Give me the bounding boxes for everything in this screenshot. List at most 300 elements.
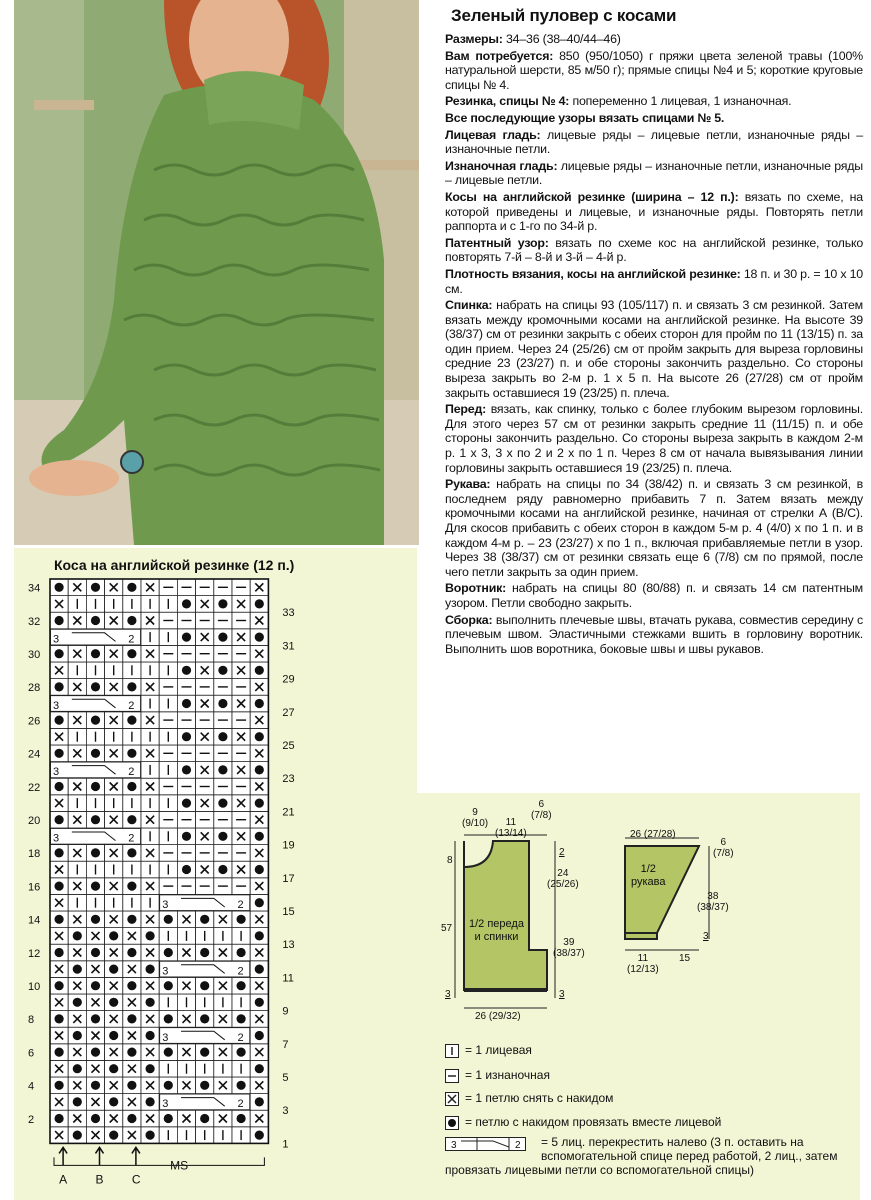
dim-sleeve-rib: 3 xyxy=(703,931,709,942)
row-number-right: 7 xyxy=(282,1038,289,1051)
row-number-right: 25 xyxy=(282,740,295,752)
instruction-text: выполнить плечевые швы, втачать рукава, совместив середину с плечевым швом. Эластичными стежками вшить в горловину воротник. Выполнить шов воротника, боковые швы и швы рукавов. xyxy=(445,612,863,656)
dot-symbol-icon xyxy=(182,765,191,774)
cable-count-label: 2 xyxy=(237,1031,244,1044)
instruction-text: вязать по схеме, на которой приведены и лицевые, и изнаночные ряды. Повторять петли раппорта и с 1-го по 34-й р. xyxy=(445,189,863,234)
dot-symbol-icon xyxy=(91,1114,100,1123)
dot-symbol-icon xyxy=(127,1048,136,1057)
row-number-left: 34 xyxy=(28,582,41,595)
legend-text: = 1 изнаночная xyxy=(465,1068,550,1082)
instruction-paragraph xyxy=(445,32,863,47)
dot-symbol-icon xyxy=(127,782,136,791)
dot-symbol-icon xyxy=(255,965,264,974)
dot-symbol-icon xyxy=(55,682,64,691)
dot-symbol-icon xyxy=(55,583,64,592)
svg-text:3: 3 xyxy=(451,1140,457,1151)
dot-symbol-icon xyxy=(164,915,173,924)
dot-symbol-icon xyxy=(146,1097,155,1106)
instruction-paragraph xyxy=(445,49,863,93)
dim-text: (7/8) xyxy=(531,810,552,821)
instruction-heading: Спинка: xyxy=(445,298,493,313)
dim-rib-right: 3 xyxy=(559,989,565,1000)
dot-symbol-icon xyxy=(91,616,100,625)
dim-rib-left: 3 xyxy=(445,989,451,1000)
dot-symbol-icon xyxy=(127,1081,136,1090)
dot-symbol-icon xyxy=(73,998,82,1007)
row-number-right: 19 xyxy=(282,839,295,852)
dot-symbol-icon xyxy=(255,898,264,907)
row-number-left: 14 xyxy=(28,914,41,927)
dot-symbol-icon xyxy=(146,1064,155,1073)
dot-symbol-icon xyxy=(255,865,264,874)
instruction-paragraph xyxy=(445,159,863,188)
row-number-left: 26 xyxy=(28,715,41,728)
dot-symbol-icon xyxy=(200,1048,209,1057)
dot-symbol-icon xyxy=(237,1048,246,1057)
instruction-paragraph xyxy=(445,267,863,296)
dot-symbol-icon xyxy=(55,1048,64,1057)
legend-cable xyxy=(445,1135,863,1177)
dot-symbol-icon xyxy=(182,599,191,608)
dot-symbol-icon xyxy=(200,1014,209,1023)
dot-symbol-icon xyxy=(255,633,264,642)
dot-symbol-icon xyxy=(55,649,64,658)
dot-symbol-icon xyxy=(218,832,227,841)
dot-symbol-icon xyxy=(73,931,82,940)
row-number-left: 32 xyxy=(28,615,41,628)
instruction-heading: Все последующие узоры вязать спицами № 5. xyxy=(445,110,725,125)
instruction-text: 18 п. и 30 р. = 10 x 10 см. xyxy=(445,266,863,296)
instruction-heading: Изнаночная гладь: xyxy=(445,158,558,173)
instruction-paragraph xyxy=(445,581,863,610)
instruction-paragraph xyxy=(445,128,863,157)
row-number-right: 9 xyxy=(282,1005,289,1018)
dot-symbol-icon xyxy=(255,699,264,708)
arrow-label: A xyxy=(59,1172,68,1187)
dot-symbol-icon xyxy=(237,915,246,924)
dot-symbol-icon xyxy=(91,716,100,725)
dot-symbol-icon xyxy=(255,732,264,741)
dot-symbol-icon xyxy=(218,765,227,774)
dot-symbol-icon xyxy=(255,799,264,808)
dot-symbol-icon xyxy=(127,616,136,625)
row-number-right: 31 xyxy=(282,640,295,653)
dot-symbol-icon xyxy=(127,815,136,824)
dot-symbol-icon xyxy=(55,616,64,625)
row-number-left: 24 xyxy=(28,748,41,761)
instruction-paragraph xyxy=(445,298,863,400)
sleeve-piece-label xyxy=(631,863,666,889)
instruction-heading: Сборка: xyxy=(445,612,493,627)
dot-symbol-icon xyxy=(109,998,118,1007)
row-number-right: 21 xyxy=(282,806,295,819)
dim-body-length: 57 xyxy=(441,923,453,934)
dim-sleeve-length xyxy=(697,891,729,913)
legend-text: = петлю с накидом провязать вместе лицевой xyxy=(465,1115,722,1129)
dot-symbol-icon xyxy=(164,948,173,957)
dot-symbol-icon xyxy=(55,848,64,857)
dot-symbol-icon xyxy=(127,1114,136,1123)
dot-symbol-icon xyxy=(127,716,136,725)
start-arrow-icon xyxy=(132,1147,140,1165)
piece-label-text: 1/2 xyxy=(640,863,656,875)
dim-right-small: 2 xyxy=(559,847,565,858)
arrow-label: B xyxy=(95,1172,104,1187)
dot-symbol-icon xyxy=(218,799,227,808)
dot-symbol-icon xyxy=(164,1114,173,1123)
dim-sleeve-top: 26 (27/28) xyxy=(630,829,676,840)
piece-label-text: 1/2 переда xyxy=(469,918,524,930)
instruction-heading: Перед: xyxy=(445,402,487,417)
dot-symbol-icon xyxy=(127,649,136,658)
cable-count-label: 3 xyxy=(53,633,60,646)
dim-sleeve-increase: 15 xyxy=(679,953,691,964)
row-number-right: 11 xyxy=(282,972,294,985)
dot-symbol-icon xyxy=(73,1131,82,1140)
dot-symbol-icon xyxy=(127,682,136,691)
sleeve-piece-shape xyxy=(625,846,699,933)
dot-symbol-icon xyxy=(127,749,136,758)
dot-symbol-icon xyxy=(182,699,191,708)
row-number-right: 13 xyxy=(282,939,295,952)
repeat-bracket xyxy=(54,1157,264,1165)
dim-text: (12/13) xyxy=(627,964,659,975)
dot-symbol-icon xyxy=(182,666,191,675)
instruction-heading: Патентный узор: xyxy=(445,235,549,250)
row-number-left: 12 xyxy=(28,947,41,960)
dot-symbol-icon xyxy=(200,915,209,924)
row-number-left: 22 xyxy=(28,781,41,794)
cable-cell xyxy=(160,895,250,911)
row-number-left: 4 xyxy=(28,1080,35,1093)
cable-cell xyxy=(51,762,141,778)
dot-symbol-icon xyxy=(127,981,136,990)
instruction-text: вязать, как спинку, только с более глубоким вырезом горловины. Для этого через 57 см от резинки закрыть средние 11 (11/15) п. и обе стороны закончить раздельно. Со стороны выреза закрыть в каждом 2-м р. 1 x 3, 3 x по 2 и 2 x по 1 п. Через 8 см от начала вывязывания линии горловины закрыть оставшиеся 19 (23/25) п. плеча. xyxy=(445,402,863,475)
dot-symbol-icon xyxy=(91,1081,100,1090)
cable-count-label: 2 xyxy=(128,699,135,712)
row-number-left: 2 xyxy=(28,1113,35,1126)
instruction-heading: Размеры: xyxy=(445,32,503,46)
cable-count-label: 2 xyxy=(128,633,135,646)
dot-symbol-icon xyxy=(55,1114,64,1123)
dim-side-length xyxy=(553,937,585,959)
cable-count-label: 3 xyxy=(162,965,169,978)
dot-symbol-icon xyxy=(237,1114,246,1123)
dot-symbol-icon xyxy=(91,882,100,891)
dot-symbol-icon xyxy=(91,915,100,924)
cable-cell xyxy=(160,961,250,977)
dot-symbol-icon xyxy=(55,749,64,758)
instruction-text: набрать на спицы 80 (80/88) п. и связать 14 см патентным узором. Петли свободно закрыть. xyxy=(445,581,863,610)
dim-text: 6 xyxy=(538,799,545,810)
instruction-paragraph xyxy=(445,94,863,109)
dot-symbol-icon xyxy=(218,699,227,708)
row-number-right: 27 xyxy=(282,706,295,719)
dim-text: 39 xyxy=(563,937,575,948)
legend-dot xyxy=(445,1115,721,1130)
cable-count-label: 2 xyxy=(237,965,244,978)
dot-symbol-icon xyxy=(127,848,136,857)
dot-symbol-icon xyxy=(182,732,191,741)
cable-count-label: 2 xyxy=(128,832,135,845)
dim-neck-drop: 8 xyxy=(447,855,453,866)
dot-symbol-icon xyxy=(164,1014,173,1023)
dot-symbol-icon xyxy=(55,948,64,957)
row-number-right: 3 xyxy=(282,1105,289,1118)
dot-symbol-icon xyxy=(127,915,136,924)
dot-symbol-icon xyxy=(73,1064,82,1073)
dim-text: (7/8) xyxy=(713,848,734,859)
dot-symbol-icon xyxy=(146,931,155,940)
dim-sleeve-cap xyxy=(713,837,734,859)
dot-symbol-icon xyxy=(91,1014,100,1023)
arrow-label: C xyxy=(131,1172,141,1187)
instruction-text: лицевые ряды – изнаночные петли, изнаночные ряды – лицевые петли. xyxy=(445,158,863,188)
instruction-text: попеременно 1 лицевая, 1 изнаночная. xyxy=(569,94,792,109)
dot-symbol-icon xyxy=(91,649,100,658)
dot-symbol-icon xyxy=(255,599,264,608)
purl-symbol-icon xyxy=(445,1069,459,1083)
row-number-right: 17 xyxy=(282,872,295,885)
cable-cell xyxy=(160,1094,250,1110)
cable-cell xyxy=(51,629,141,645)
cable-count-label: 3 xyxy=(53,832,60,845)
chart-title: Коса на английской резинке (12 п.) xyxy=(54,557,295,573)
row-number-left: 18 xyxy=(28,848,41,861)
instruction-heading: Плотность вязания, косы на английской резинке: xyxy=(445,266,741,281)
dot-symbol-icon xyxy=(109,1064,118,1073)
dot-symbol-icon xyxy=(255,765,264,774)
dot-symbol-icon xyxy=(255,1097,264,1106)
instruction-paragraph xyxy=(445,236,863,265)
dot-symbol-icon xyxy=(237,1014,246,1023)
row-number-right: 15 xyxy=(282,906,295,918)
instructions-column xyxy=(445,6,863,658)
dot-symbol-icon xyxy=(146,965,155,974)
dim-sleeve-bottom xyxy=(627,953,659,975)
dot-symbol-icon xyxy=(91,583,100,592)
dot-symbol-icon xyxy=(237,948,246,957)
dot-symbol-icon xyxy=(164,1081,173,1090)
dot-symbol-icon xyxy=(255,832,264,841)
dot-symbol-icon xyxy=(255,1131,264,1140)
dot-symbol-icon xyxy=(91,948,100,957)
instruction-paragraph xyxy=(445,111,863,126)
dot-symbol-icon xyxy=(237,1081,246,1090)
svg-text:2: 2 xyxy=(515,1140,521,1151)
dim-neck-width xyxy=(462,807,488,829)
cable-chart-panel xyxy=(14,548,417,1200)
dot-symbol-icon xyxy=(200,981,209,990)
dim-body-width: 26 (29/32) xyxy=(475,1011,521,1022)
dot-symbol-icon xyxy=(255,1031,264,1040)
legend-text: = 5 лиц. перекрестить налево (3 п. оставить на вспомогательной спице перед работой, 2 лиц., затем провязать лицевыми петли со вспомогательной спицы) xyxy=(445,1135,838,1177)
dim-shoulder-width xyxy=(495,817,527,839)
dot-symbol-icon xyxy=(91,782,100,791)
dot-symbol-icon xyxy=(109,1031,118,1040)
dot-symbol-icon xyxy=(218,865,227,874)
dim-armhole xyxy=(547,868,579,890)
dot-symbol-icon xyxy=(73,1031,82,1040)
dot-symbol-icon xyxy=(91,815,100,824)
dot-symbol-icon xyxy=(182,832,191,841)
row-number-right: 29 xyxy=(282,673,295,686)
instruction-paragraph xyxy=(445,613,863,657)
dim-text: 11 xyxy=(505,817,517,828)
cable-count-label: 3 xyxy=(53,766,60,779)
dot-symbol-icon xyxy=(109,965,118,974)
dot-symbol-icon xyxy=(55,915,64,924)
row-number-right: 5 xyxy=(282,1072,289,1084)
dim-text: 11 xyxy=(637,953,649,964)
body-piece-label xyxy=(469,918,524,944)
dot-symbol-icon xyxy=(255,931,264,940)
row-number-right: 33 xyxy=(282,607,295,620)
row-number-left: 8 xyxy=(28,1014,35,1027)
dot-symbol-icon xyxy=(146,1031,155,1040)
cable-chart-grid xyxy=(14,548,417,1200)
row-number-right: 1 xyxy=(282,1138,289,1151)
instruction-text: 34–36 (38–40/44–46) xyxy=(502,32,621,46)
dot-symbol-icon xyxy=(91,848,100,857)
dot-symbol-icon xyxy=(182,865,191,874)
piece-label-text: и спинки xyxy=(474,931,519,943)
dot-symbol-icon xyxy=(200,1114,209,1123)
dot-symbol-icon xyxy=(146,1131,155,1140)
dim-shoulder-height xyxy=(531,799,552,821)
dot-symbol-icon xyxy=(73,965,82,974)
instruction-heading: Лицевая гладь: xyxy=(445,127,541,142)
cable-count-label: 3 xyxy=(162,1031,169,1044)
instruction-text: 850 (950/1050) г пряжи цвета зеленой травы (100% натуральной шерсти, 85 м/50 г); прямые спицы №4 и 5; короткие круговые спицы № 4. xyxy=(445,48,863,92)
instruction-text: вязать по схеме кос на английской резинке, только повторять 7-й – 8-й и 3-й – 4-й р. xyxy=(445,235,864,265)
dot-symbol-icon xyxy=(109,1097,118,1106)
legend-slip xyxy=(445,1091,613,1106)
row-number-right: 23 xyxy=(282,773,295,786)
legend-text: = 1 петлю снять с накидом xyxy=(465,1091,614,1105)
row-number-left: 28 xyxy=(28,682,41,695)
dim-text: 6 xyxy=(720,837,727,848)
dot-symbol-icon xyxy=(109,1131,118,1140)
dot-symbol-icon xyxy=(55,1081,64,1090)
instruction-heading: Рукава: xyxy=(445,477,491,492)
instruction-paragraph xyxy=(445,477,863,579)
dot-symbol-icon xyxy=(218,599,227,608)
dot-symbol-icon xyxy=(218,732,227,741)
dim-text: (38/37) xyxy=(553,948,585,959)
instructions-sections xyxy=(445,32,863,656)
cable-count-label: 3 xyxy=(162,899,169,911)
dot-symbol-icon xyxy=(182,799,191,808)
dot-symbol-icon xyxy=(445,1116,459,1130)
dot-symbol-icon xyxy=(55,1014,64,1023)
dim-text: (13/14) xyxy=(495,828,527,839)
dot-symbol-icon xyxy=(127,882,136,891)
slip-symbol-icon xyxy=(445,1092,459,1106)
dot-symbol-icon xyxy=(55,882,64,891)
chart-cells xyxy=(50,579,268,1143)
dot-symbol-icon xyxy=(255,998,264,1007)
dim-text: 9 xyxy=(472,807,478,818)
dot-symbol-icon xyxy=(91,981,100,990)
knit-symbol-icon xyxy=(445,1044,459,1058)
dot-symbol-icon xyxy=(255,666,264,675)
dot-symbol-icon xyxy=(255,1064,264,1073)
dim-text: 38 xyxy=(707,891,719,902)
dim-text: (38/37) xyxy=(697,902,729,913)
cable-count-label: 2 xyxy=(237,1098,244,1111)
dot-symbol-icon xyxy=(237,981,246,990)
cable-count-label: 3 xyxy=(53,699,60,712)
schematic-panel xyxy=(417,793,860,1200)
dim-text: 24 xyxy=(557,868,569,879)
cable-cell xyxy=(51,829,141,845)
row-number-left: 20 xyxy=(28,815,41,827)
dim-text: (25/26) xyxy=(547,879,579,890)
legend-purl xyxy=(445,1068,550,1083)
start-arrow-icon xyxy=(59,1147,67,1165)
cable-count-label: 2 xyxy=(237,899,244,911)
row-number-left: 10 xyxy=(28,981,41,993)
legend-knit xyxy=(445,1043,532,1058)
instruction-heading: Воротник: xyxy=(445,581,507,596)
row-number-left: 6 xyxy=(28,1047,35,1060)
cable-symbol-icon xyxy=(445,1137,535,1151)
repeat-label: MS xyxy=(170,1158,189,1173)
dot-symbol-icon xyxy=(164,981,173,990)
dot-symbol-icon xyxy=(91,682,100,691)
cable-count-label: 2 xyxy=(128,766,135,779)
legend-text: = 1 лицевая xyxy=(465,1043,532,1057)
sweater-photo xyxy=(14,0,419,545)
dot-symbol-icon xyxy=(200,1081,209,1090)
model-illustration xyxy=(14,0,419,545)
instruction-heading: Вам потребуется: xyxy=(445,48,554,63)
dot-symbol-icon xyxy=(127,948,136,957)
dot-symbol-icon xyxy=(91,1048,100,1057)
dot-symbol-icon xyxy=(127,1014,136,1023)
piece-label-text: рукава xyxy=(631,876,666,888)
row-number-left: 16 xyxy=(28,881,41,894)
instruction-paragraph xyxy=(445,190,863,234)
cable-cell xyxy=(51,696,141,712)
dot-symbol-icon xyxy=(109,931,118,940)
instruction-text: набрать на спицы 93 (105/117) п. и связать 3 см резинкой. Затем вязать между кромочными косами на английской резинке. На высоте 39 (38/37) см от резинки закрыть с обеих сторон для пройм по 11 (13/15) п. за один прием. Через 24 (25/26) см от пройм закрыть для выреза горловины средние 23 (23/27) п. и обе стороны закончить раздельно. Со стороны выреза закрыть во 2-м р. 1 x 5 п. На высоте 26 (27/28) см от пройм закрыть оставшиеся 19 (23/25) п. плеча. xyxy=(445,298,863,400)
dot-symbol-icon xyxy=(164,1048,173,1057)
start-arrow-icon xyxy=(96,1147,104,1165)
pattern-title: Зеленый пуловер с косами xyxy=(451,6,677,25)
dot-symbol-icon xyxy=(55,716,64,725)
instruction-text: лицевые ряды – лицевые петли, изнаночные ряды – изнаночные петли. xyxy=(445,127,863,157)
dot-symbol-icon xyxy=(55,815,64,824)
dim-text: (9/10) xyxy=(462,818,489,829)
sleeve-ribbing xyxy=(625,933,657,939)
instruction-paragraph xyxy=(445,402,863,475)
body-piece-shape xyxy=(464,841,547,990)
row-number-left: 30 xyxy=(28,649,41,661)
dot-symbol-icon xyxy=(91,749,100,758)
dot-symbol-icon xyxy=(218,666,227,675)
cable-cell xyxy=(160,1028,250,1044)
dot-symbol-icon xyxy=(182,633,191,642)
dot-symbol-icon xyxy=(73,1097,82,1106)
dot-symbol-icon xyxy=(146,998,155,1007)
dot-symbol-icon xyxy=(55,782,64,791)
cable-count-label: 3 xyxy=(162,1098,169,1111)
instruction-heading: Резинка, спицы № 4: xyxy=(445,94,570,109)
dot-symbol-icon xyxy=(200,948,209,957)
instruction-text: набрать на спицы по 34 (38/42) п. и связать 3 см резинкой, в последнем ряду равномерно прибавить 7 п. Затем вязать между кромочными косами на английской резинке, начиная от стрелки А (В/С). Для скосов прибавить с обеих сторон в каждом 5-м р. 4 (4/0) x по 1 п. и в каждом 4-м р. – 23 (23/27) x по 1 п., включая прибавляемые петли в узор. Через 38 (38/37) см от резинки связать еще 6 (7/8) см по прямой, после чего петли закрыть за один прием. xyxy=(445,477,863,579)
